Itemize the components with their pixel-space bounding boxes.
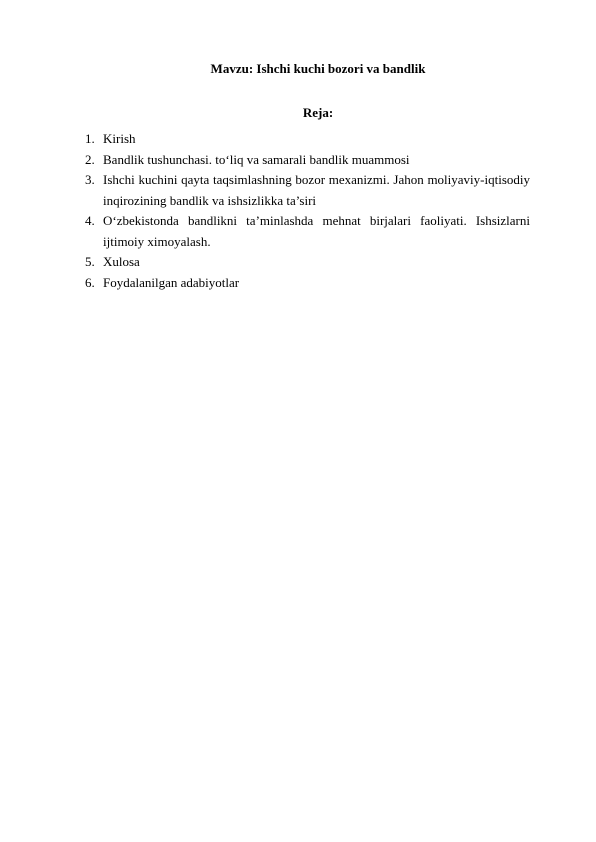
plan-item: [85, 273, 530, 294]
document-title: Mavzu: Ishchi kuchi bozori va bandlik: [210, 61, 426, 76]
plan-item-text: Ishchi kuchini qayta taqsimlashning bozor mexanizmi. Jahon moliyaviy-iqtisodiy inqirozining bandlik va ishsizlikka ta’siri: [103, 172, 530, 208]
plan-item-text: Kirish: [103, 131, 136, 146]
plan-item-number: 5.: [85, 254, 95, 269]
plan-item: [85, 170, 530, 211]
plan-item-text: Bandlik tushunchasi. to‘liq va samarali bandlik muammosi: [103, 151, 410, 167]
plan-item: [85, 129, 530, 150]
plan-list: [85, 129, 530, 293]
plan-item-number: 1.: [85, 131, 95, 146]
plan-item: [85, 211, 530, 252]
plan-item-text: Foydalanilgan adabiyotlar: [103, 274, 240, 290]
plan-item-number: 3.: [85, 172, 95, 187]
plan-item-number: 4.: [85, 213, 95, 228]
plan-heading: Reja:: [302, 105, 334, 120]
plan-item-text: O‘zbekistonda bandlikni ta’minlashda mehnat birjalari faoliyati. Ishsizlarni ijtimoiy ximoyalash.: [103, 213, 530, 249]
plan-item: [85, 252, 530, 273]
plan-item-text: Xulosa: [103, 254, 140, 269]
plan-item-number: 2.: [85, 151, 95, 167]
plan-item: [85, 150, 530, 171]
plan-item-number: 6.: [85, 274, 95, 290]
